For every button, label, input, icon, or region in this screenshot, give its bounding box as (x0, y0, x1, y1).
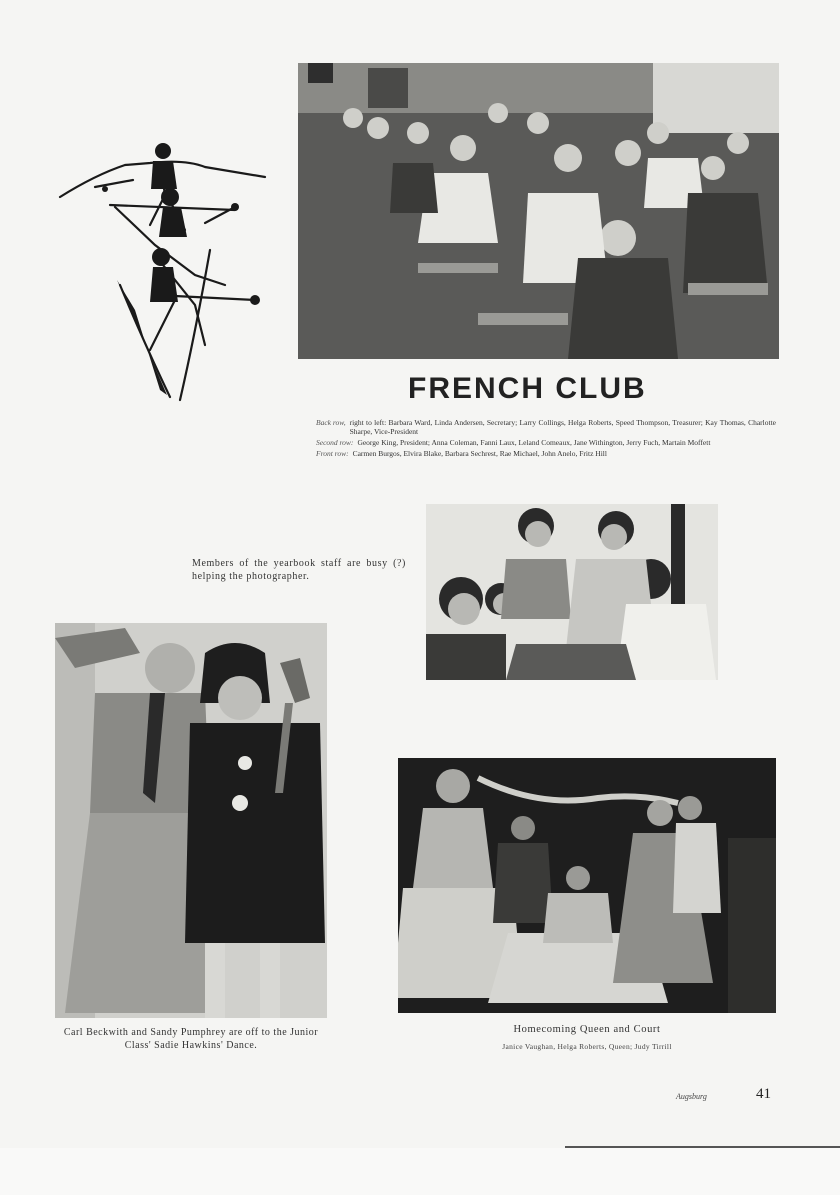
homecoming-caption-title: Homecoming Queen and Court (513, 1024, 661, 1035)
roster-row (316, 418, 776, 436)
yearbook-staff-photo (426, 504, 718, 680)
club-roster (316, 418, 776, 460)
club-title: FRENCH CLUB (408, 372, 647, 405)
skier-illustration (55, 135, 270, 405)
french-club-photo (298, 63, 779, 359)
footer-school-name: Augsburg (676, 1092, 707, 1101)
yearbook-staff-caption: Members of the yearbook staff are busy (?) helping the photographer. (192, 558, 406, 582)
page-number: 41 (756, 1086, 771, 1102)
homecoming-photo (398, 758, 776, 1013)
roster-row-names: George King, President; Anna Coleman, Fanni Laux, Leland Comeaux, Jane Withington, Jerry Fuch, Martain Moffett (357, 438, 711, 447)
roster-row-label: Second row: (316, 438, 354, 447)
roster-row (316, 438, 776, 447)
roster-row (316, 449, 776, 458)
roster-row-names: right to left: Barbara Ward, Linda Andersen, Secretary; Larry Collings, Helga Roberts, Speed Thompson, Treasurer; Kay Thomas, Charlotte Sharpe, Vice-President (349, 418, 776, 436)
page-edge-line (565, 1146, 840, 1148)
roster-row-names: Carmen Burgos, Elvira Blake, Barbara Sechrest, Rae Michael, John Anelo, Fritz Hill (352, 449, 607, 458)
page-bottom-margin (0, 1148, 840, 1195)
roster-row-label: Back row, (316, 418, 346, 427)
roster-row-label: Front row: (316, 449, 349, 458)
sadie-hawkins-caption: Carl Beckwith and Sandy Pumphrey are off to the Junior Class' Sadie Hawkins' Dance. (63, 1027, 319, 1051)
homecoming-caption-names: Janice Vaughan, Helga Roberts, Queen; Judy Tirrill (502, 1042, 672, 1051)
sadie-hawkins-photo (55, 623, 327, 1018)
